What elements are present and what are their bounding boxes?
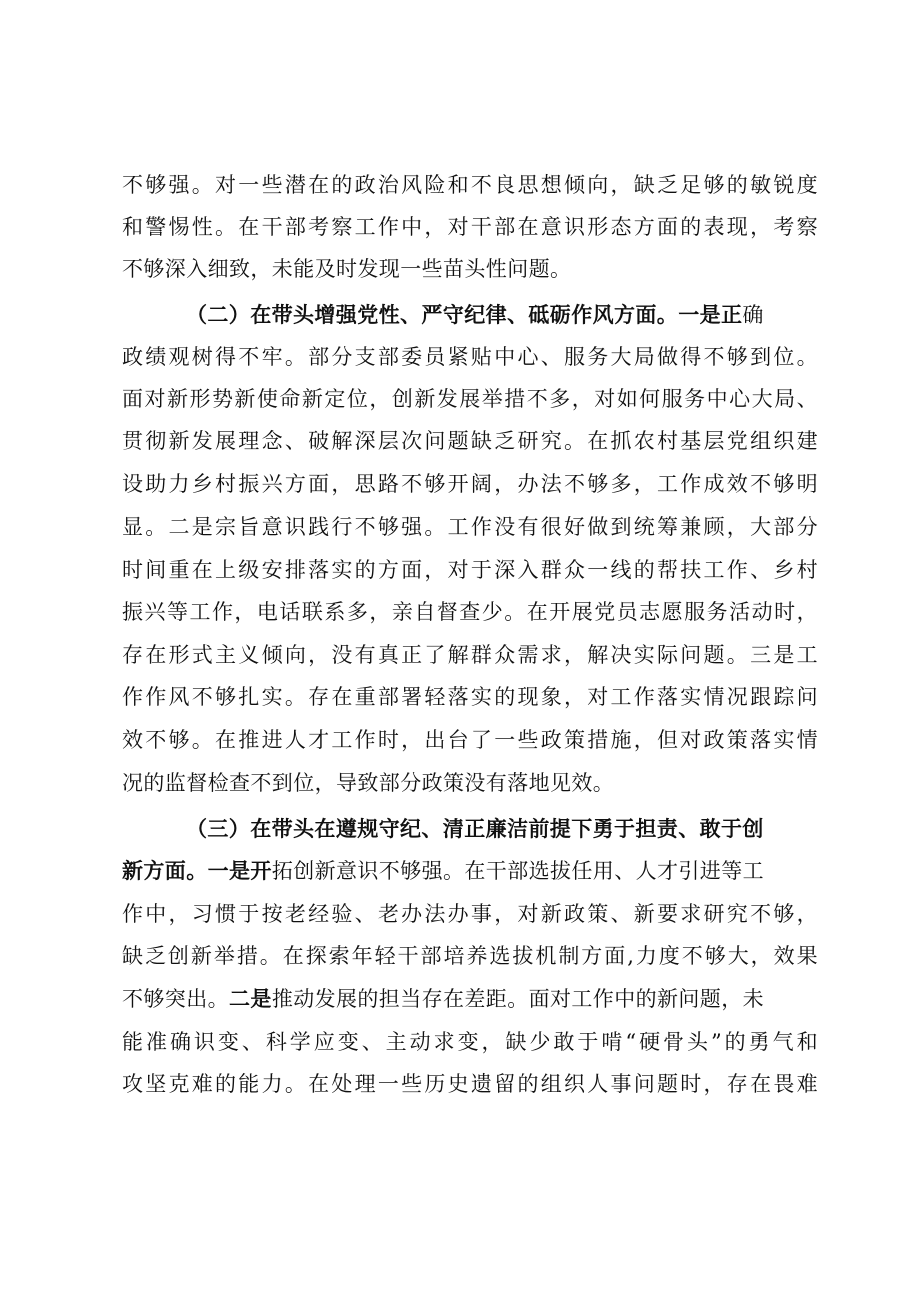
- line-start: 不够突出。: [122, 987, 229, 1011]
- section-heading-2: [186, 297, 818, 333]
- paragraph-line: 振兴等工作，电话联系多，亲自督查少。在开展党员志愿服务活动时，: [122, 600, 818, 624]
- paragraph-line: 攻坚克难的能力。在处理一些历史遗留的组织人事问题时，存在畏难: [122, 1072, 818, 1096]
- paragraph-line: 时间重在上级安排落实的方面，对于深入群众一线的帮扶工作、乡村: [122, 558, 818, 582]
- section-heading-3: [186, 811, 818, 847]
- paragraph-line: 存在形式主义倾向，没有真正了解群众需求，解决实际问题。三是工: [122, 643, 818, 667]
- paragraph-line: 不够强。对一些潜在的政治风险和不良思想倾向，缺乏足够的敏锐度: [122, 173, 818, 197]
- paragraph-line: 作作风不够扎实。存在重部署轻落实的现象，对工作落实情况跟踪问: [122, 685, 818, 709]
- paragraph-line: [122, 981, 818, 1017]
- paragraph-line: 效不够。在推进人才工作时，出台了一些政策措施，但对政策落实情: [122, 728, 818, 752]
- section-heading-2-text: （二）在带头增强党性、严守纪律、砥砺作风方面。一是正: [186, 302, 743, 327]
- section-3-lead-bold: 新方面。一是开: [122, 858, 272, 883]
- section-3-lead-rest: 拓创新意识不够强。在干部选拔任用、人才引进等工: [271, 859, 765, 883]
- paragraph-line: 缺乏创新举措。在探索年轻干部培养选拔机制方面,力度不够大，效果: [122, 944, 818, 968]
- paragraph-line: 面对新形势新使命新定位，创新发展举措不多，对如何服务中心大局、: [122, 387, 818, 411]
- paragraph-line: [122, 853, 818, 889]
- paragraph-line: 能准确识变、科学应变、主动求变，缺少敢于啃“硬骨头”的勇气和: [122, 1030, 818, 1054]
- section-heading-2-tail: 确: [742, 303, 764, 327]
- paragraph-line: 不够深入细致，未能及时发现一些苗头性问题。: [122, 257, 572, 281]
- paragraph-line: 显。二是宗旨意识践行不够强。工作没有很好做到统筹兼顾，大部分: [122, 515, 818, 539]
- paragraph-line: 贯彻新发展理念、破解深层次问题缺乏研究。在抓农村基层党组织建: [122, 429, 818, 453]
- paragraph-line: 设助力乡村振兴方面，思路不够开阔，办法不够多，工作成效不够明: [122, 472, 818, 496]
- paragraph-line: 作中，习惯于按老经验、老办法办事，对新政策、新要求研究不够，: [122, 902, 818, 926]
- line-rest: 推动发展的担当存在差距。面对工作中的新问题，未: [271, 987, 765, 1011]
- paragraph-line: 和警惕性。在干部考察工作中，对干部在意识形态方面的表现，考察: [122, 215, 818, 239]
- section-heading-3-text: （三）在带头在遵规守纪、清正廉洁前提下勇于担责、敢于创: [186, 816, 764, 841]
- paragraph-line: 政绩观树得不牢。部分支部委员紧贴中心、服务大局做得不够到位。: [122, 345, 818, 369]
- point-two-bold: 二是: [229, 986, 272, 1011]
- paragraph-line: 况的监督检查不到位，导致部分政策没有落地见效。: [122, 771, 615, 795]
